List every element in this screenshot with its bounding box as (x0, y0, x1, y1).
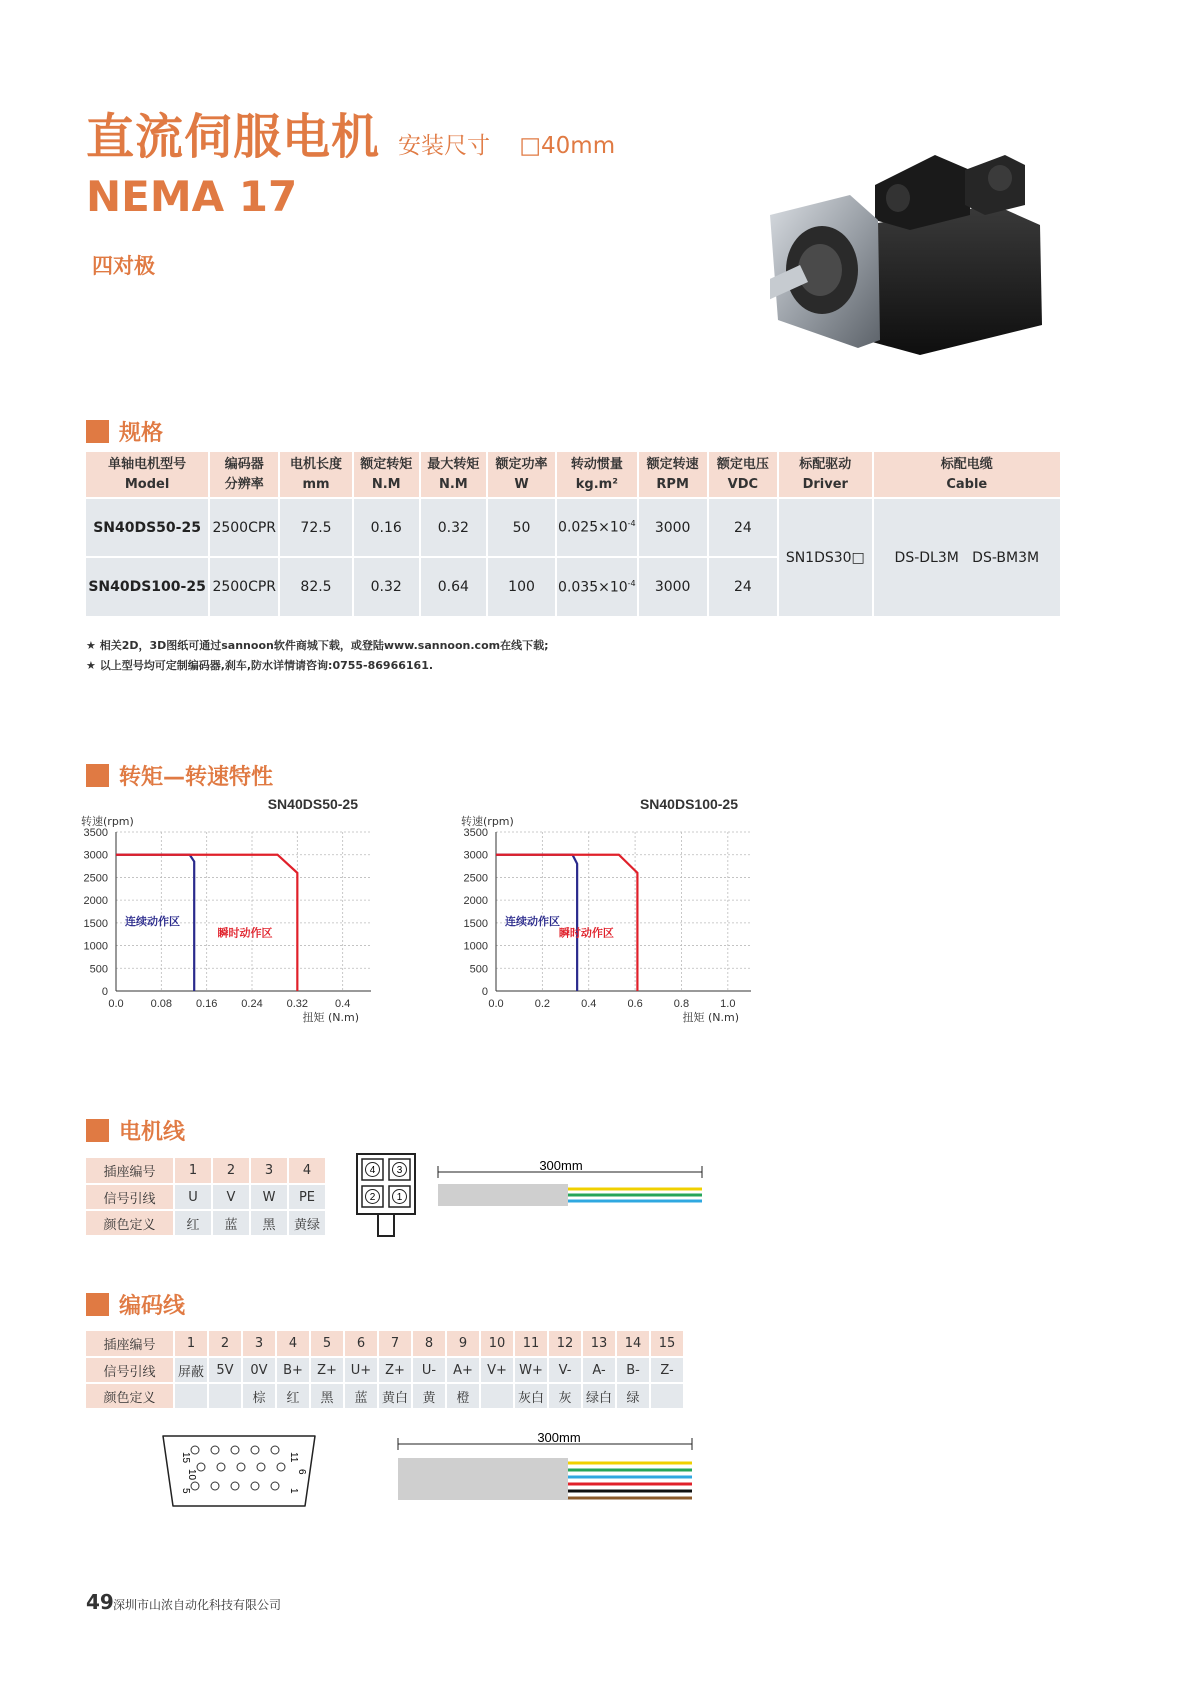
table-cell: A- (582, 1357, 616, 1383)
install-label: 安装尺寸 (398, 133, 490, 159)
table-cell: 0V (242, 1357, 276, 1383)
cell-driver: SN1DS30□ (778, 498, 873, 616)
table-cell: 5V (208, 1357, 242, 1383)
dsub-label: 6 (296, 1469, 307, 1475)
cell-cable: DS-DL3M DS-BM3M (873, 498, 1061, 616)
x-tick-label: 0.32 (286, 998, 309, 1010)
row-label: 信号引线 (86, 1357, 174, 1383)
motor-cable-table (86, 1158, 327, 1237)
y-tick-label: 3500 (83, 827, 108, 839)
dsub-pin (271, 1482, 279, 1490)
connector-pin-label: 4 (369, 1165, 376, 1176)
section-encoder-cable (86, 1289, 185, 1320)
table-cell: 13 (582, 1331, 616, 1357)
section-torque-speed-title: 转矩—转速特性 (119, 765, 274, 790)
table-row (86, 498, 1061, 557)
table-row (86, 1331, 684, 1357)
table-cell: W (250, 1184, 288, 1210)
table-cell: 4 (276, 1331, 310, 1357)
x-tick-label: 0.4 (335, 998, 351, 1010)
y-tick-label: 3500 (463, 827, 488, 839)
cell-rated-torque: 0.32 (353, 557, 420, 616)
row-label: 信号引线 (86, 1184, 174, 1210)
table-cell: U+ (344, 1357, 378, 1383)
table-row (86, 1210, 326, 1236)
section-marker (86, 1119, 109, 1142)
table-cell: 14 (616, 1331, 650, 1357)
dsub-pin (197, 1463, 205, 1471)
table-cell: V (212, 1184, 250, 1210)
table-cell: 2 (208, 1331, 242, 1357)
row-label: 插座编号 (86, 1331, 174, 1357)
section-torque-speed (86, 760, 273, 791)
table-cell: 棕 (242, 1383, 276, 1409)
dsub-pin (257, 1463, 265, 1471)
col-header: 额定转速 RPM (638, 452, 708, 498)
connector-tab (378, 1214, 394, 1236)
table-cell: B+ (276, 1357, 310, 1383)
cell-length: 82.5 (279, 557, 352, 616)
x-tick-label: 0.4 (581, 998, 597, 1010)
cable-length-label: 300mm (537, 1432, 581, 1445)
table-cell: U- (412, 1357, 446, 1383)
x-tick-label: 1.0 (720, 998, 736, 1010)
col-header: 标配驱动 Driver (778, 452, 873, 498)
table-cell: 黄 (412, 1383, 446, 1409)
section-marker (86, 1293, 109, 1316)
col-header: 单轴电机型号 Model (86, 452, 209, 498)
y-tick-label: 3000 (463, 849, 488, 862)
table-cell: 2 (212, 1158, 250, 1184)
cell-inertia: $0.035\times 10^{-4}$ (556, 557, 637, 616)
chart-title: SN40DS50-25 (267, 796, 358, 812)
install-size-value: □40mm (519, 133, 616, 159)
dsub-pin (191, 1482, 199, 1490)
dsub-pin (191, 1446, 199, 1454)
table-row (86, 1383, 684, 1409)
cell-max-torque: 0.64 (420, 557, 487, 616)
cell-speed: 3000 (638, 557, 708, 616)
table-cell: 15 (650, 1331, 684, 1357)
table-cell: 11 (514, 1331, 548, 1357)
table-cell: 黄绿 (288, 1210, 326, 1236)
row-label: 插座编号 (86, 1158, 174, 1184)
table-cell: 3 (242, 1331, 276, 1357)
table-cell: 红 (276, 1383, 310, 1409)
cell-model: SN40DS50-25 (86, 498, 209, 557)
table-cell: 绿 (616, 1383, 650, 1409)
encoder-cable-table (86, 1331, 685, 1410)
dsub-label: 15 (180, 1452, 191, 1464)
section-motor-cable-title: 电机线 (119, 1120, 186, 1145)
dsub-pin (211, 1482, 219, 1490)
note-custom: ★ 以上型号均可定制编码器,刹车,防水详情请咨询:0755-86966161. (86, 659, 434, 672)
dsub-pin (231, 1446, 239, 1454)
row-label: 颜色定义 (86, 1383, 174, 1409)
spec-header-row (86, 452, 1061, 498)
table-cell: 蓝 (212, 1210, 250, 1236)
y-tick-label: 0 (101, 986, 108, 998)
y-tick-label: 2000 (463, 895, 488, 908)
x-tick-label: 0.0 (108, 998, 124, 1010)
table-cell: 屏蔽 (174, 1357, 208, 1383)
series-label: 连续动作区 (125, 915, 180, 929)
connector-pin-label: 3 (396, 1165, 403, 1176)
table-cell: 蓝 (344, 1383, 378, 1409)
table-cell: B- (616, 1357, 650, 1383)
dsub-label: 10 (186, 1469, 197, 1481)
y-tick-label: 1000 (83, 940, 108, 953)
x-tick-label: 0.8 (673, 998, 690, 1010)
dsub-pin (277, 1463, 285, 1471)
y-axis-label: 转速(rpm) (81, 815, 134, 828)
dsub-pin (251, 1446, 259, 1454)
y-tick-label: 2500 (463, 872, 488, 885)
note-download: ★ 相关2D，3D图纸可通过sannoon软件商城下载，或登陆www.sannoon.com在线下载; (86, 639, 549, 652)
section-spec-title: 规格 (119, 421, 164, 446)
section-marker (86, 420, 109, 443)
install-size (398, 127, 615, 160)
series-label: 瞬时动作区 (217, 926, 273, 940)
dsub-pin (237, 1463, 245, 1471)
table-cell: 橙 (446, 1383, 480, 1409)
x-tick-label: 0.08 (150, 998, 173, 1010)
col-header: 转动惯量 kg.m² (556, 452, 637, 498)
connector-pin-label: 2 (369, 1192, 376, 1203)
y-tick-label: 1500 (83, 917, 108, 930)
table-cell (480, 1383, 514, 1409)
cell-voltage: 24 (708, 498, 778, 557)
row-label: 颜色定义 (86, 1210, 174, 1236)
motor-cable-diagram (436, 1160, 706, 1210)
table-cell: Z+ (378, 1357, 412, 1383)
table-row (86, 1184, 326, 1210)
table-cell: Z- (650, 1357, 684, 1383)
col-header: 电机长度 mm (279, 452, 352, 498)
section-encoder-cable-title: 编码线 (119, 1294, 186, 1319)
section-spec (86, 416, 163, 447)
x-tick-label: 0.6 (627, 998, 643, 1010)
cell-speed: 3000 (638, 498, 708, 557)
x-tick-label: 0.24 (241, 998, 263, 1010)
col-header: 额定转矩 N.M (353, 452, 420, 498)
table-cell: 9 (446, 1331, 480, 1357)
table-cell: W+ (514, 1357, 548, 1383)
nema-label: NEMA 17 (86, 172, 298, 221)
cell-voltage: 24 (708, 557, 778, 616)
chart-sn40ds100 (458, 795, 798, 1035)
y-tick-label: 0 (481, 986, 488, 998)
table-cell: 7 (378, 1331, 412, 1357)
y-tick-label: 500 (469, 963, 488, 976)
motor-connector-diagram (355, 1152, 420, 1238)
series-label: 瞬时动作区 (558, 926, 614, 940)
cell-inertia: $0.025\times 10^{-4}$ (556, 498, 637, 557)
table-cell: Z+ (310, 1357, 344, 1383)
cell-max-torque: 0.32 (420, 498, 487, 557)
table-cell (650, 1383, 684, 1409)
company-name: 深圳市山浓自动化科技有限公司 (113, 1598, 282, 1612)
table-cell: 灰白 (514, 1383, 548, 1409)
col-header: 最大转矩 N.M (420, 452, 487, 498)
table-row (86, 1357, 684, 1383)
cable-sheath (438, 1184, 568, 1206)
x-tick-label: 0.0 (488, 998, 504, 1010)
table-cell: 5 (310, 1331, 344, 1357)
cell-encoder: 2500CPR (209, 557, 279, 616)
x-axis-label: 扭矩 (N.m) (682, 1011, 739, 1024)
y-tick-label: 500 (89, 963, 108, 976)
spec-table (86, 452, 1062, 616)
chart-sn40ds50 (78, 795, 418, 1035)
table-cell: U (174, 1184, 212, 1210)
x-tick-label: 0.2 (534, 998, 551, 1010)
page-title: 直流伺服电机 (86, 109, 381, 165)
dsub-pin (217, 1463, 225, 1471)
col-header: 额定电压 VDC (708, 452, 778, 498)
table-cell (208, 1383, 242, 1409)
section-motor-cable (86, 1115, 185, 1146)
encoder-cable-diagram (396, 1432, 706, 1504)
table-cell: 12 (548, 1331, 582, 1357)
table-cell: V+ (480, 1357, 514, 1383)
table-cell: 黄白 (378, 1383, 412, 1409)
series-label: 连续动作区 (505, 915, 560, 929)
col-header: 标配电缆 Cable (873, 452, 1061, 498)
table-cell (174, 1383, 208, 1409)
x-axis-label: 扭矩 (N.m) (302, 1011, 359, 1024)
table-cell: 红 (174, 1210, 212, 1236)
y-tick-label: 2000 (83, 895, 108, 908)
dsub-connector-diagram (155, 1430, 325, 1512)
connector-pin-label: 1 (396, 1192, 403, 1203)
table-cell: 灰 (548, 1383, 582, 1409)
table-cell: 1 (174, 1331, 208, 1357)
table-cell: 黑 (250, 1210, 288, 1236)
table-cell: V- (548, 1357, 582, 1383)
col-header: 额定功率 W (487, 452, 556, 498)
table-row (86, 1158, 326, 1184)
col-header: 编码器 分辨率 (209, 452, 279, 498)
dsub-pin (211, 1446, 219, 1454)
y-tick-label: 3000 (83, 849, 108, 862)
section-marker (86, 764, 109, 787)
motor-image (770, 150, 1050, 380)
cable-length-label: 300mm (539, 1160, 583, 1173)
dsub-pin (231, 1482, 239, 1490)
cell-model: SN40DS100-25 (86, 557, 209, 616)
chart-title: SN40DS100-25 (639, 796, 738, 812)
y-tick-label: 2500 (83, 872, 108, 885)
dsub-label: 5 (180, 1488, 191, 1494)
cell-power: 100 (487, 557, 556, 616)
table-cell: 4 (288, 1158, 326, 1184)
y-tick-label: 1500 (463, 917, 488, 930)
dsub-pin (271, 1446, 279, 1454)
cable-sheath (398, 1458, 568, 1500)
dsub-label: 11 (288, 1452, 299, 1463)
table-cell: 1 (174, 1158, 212, 1184)
table-cell: 10 (480, 1331, 514, 1357)
x-tick-label: 0.16 (195, 998, 218, 1010)
dsub-label: 1 (288, 1488, 299, 1494)
table-cell: PE (288, 1184, 326, 1210)
y-axis-label: 转速(rpm) (461, 815, 514, 828)
table-cell: 6 (344, 1331, 378, 1357)
cell-rated-torque: 0.16 (353, 498, 420, 557)
dsub-pin (251, 1482, 259, 1490)
table-cell: 3 (250, 1158, 288, 1184)
table-cell: 绿白 (582, 1383, 616, 1409)
y-tick-label: 1000 (463, 940, 488, 953)
cell-power: 50 (487, 498, 556, 557)
poles-label: 四对极 (92, 254, 155, 278)
cell-length: 72.5 (279, 498, 352, 557)
table-cell: 黑 (310, 1383, 344, 1409)
table-cell: A+ (446, 1357, 480, 1383)
cell-encoder: 2500CPR (209, 498, 279, 557)
table-cell: 8 (412, 1331, 446, 1357)
page-number: 49 (86, 1590, 114, 1614)
